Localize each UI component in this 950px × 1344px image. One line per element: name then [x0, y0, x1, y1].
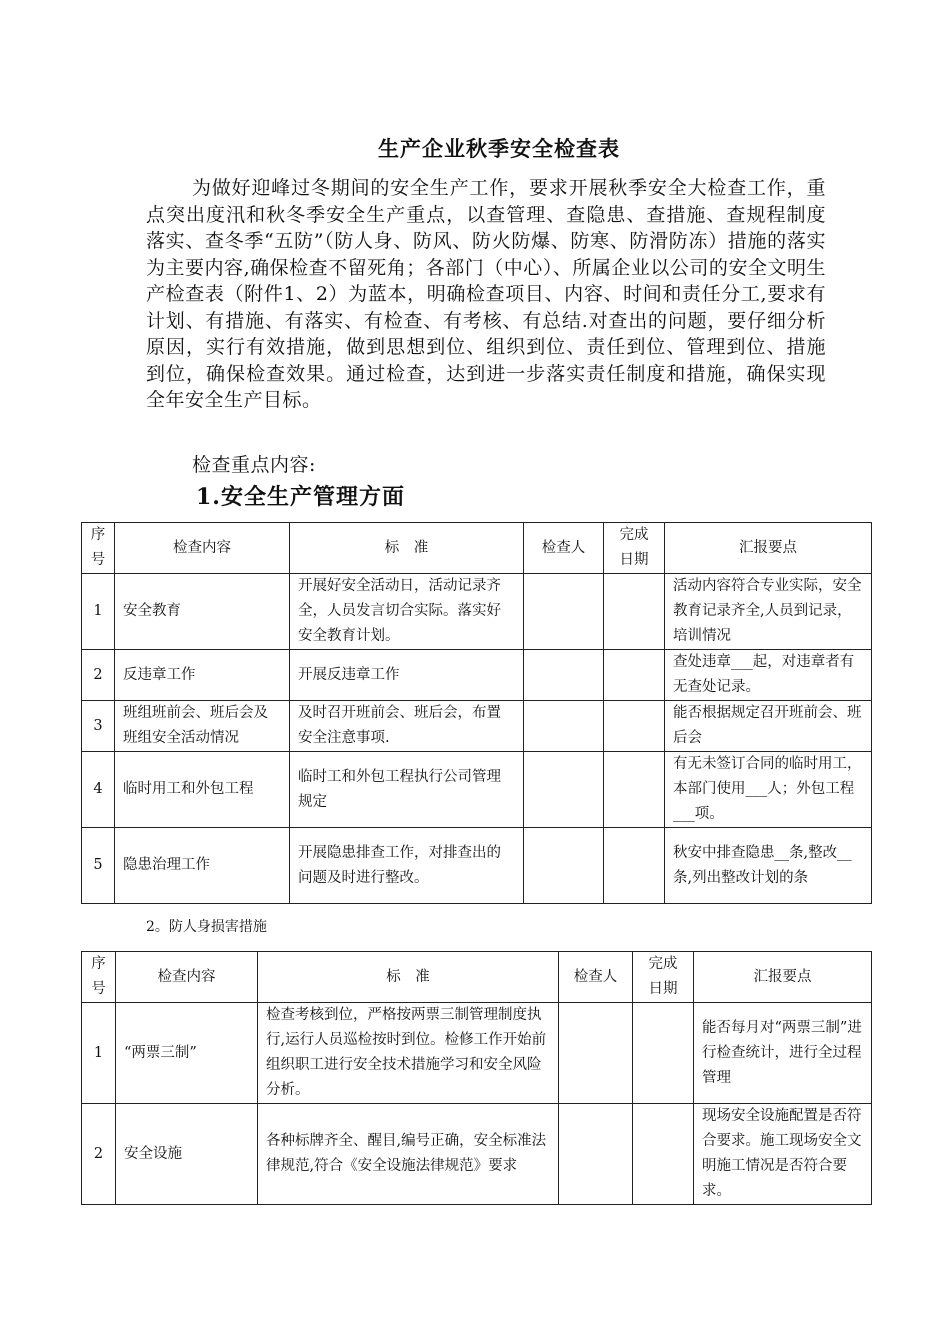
table-header-row — [82, 952, 872, 1003]
check-standard: 各种标牌齐全、醒目,编号正确，安全标准法律规范,符合《安全设施法律规范》要求 — [258, 1104, 559, 1205]
row-number: 1 — [82, 1003, 116, 1104]
check-item: 安全设施 — [116, 1104, 258, 1205]
inspector-cell — [524, 701, 604, 752]
report-points: 现场安全设施配置是否符合要求。施工现场安全文明施工情况是否符合要求。 — [694, 1104, 872, 1205]
row-number: 2 — [82, 650, 115, 701]
completion-date-cell — [604, 574, 665, 650]
row-number: 5 — [82, 828, 115, 904]
check-item: “两票三制” — [116, 1003, 258, 1104]
column-header: 标 准 — [258, 952, 559, 1003]
column-header: 序号 — [82, 952, 116, 1003]
table-row — [82, 828, 872, 904]
check-standard: 检查考核到位，严格按两票三制管理制度执行,运行人员巡检按时到位。检修工作开始前组织职工进行安全技术措施学习和安全风险分析。 — [258, 1003, 559, 1104]
completion-date-cell — [604, 650, 665, 701]
check-item: 班组班前会、班后会及班组安全活动情况 — [115, 701, 290, 752]
page-title: 生产企业秋季安全检查表 — [378, 136, 620, 161]
column-header: 检查内容 — [116, 952, 258, 1003]
table-row — [82, 574, 872, 650]
check-standard: 及时召开班前会、班后会，布置安全注意事项. — [290, 701, 524, 752]
key-content-label: 检查重点内容: — [192, 454, 316, 476]
column-header: 检查人 — [524, 523, 604, 574]
inspector-cell — [524, 650, 604, 701]
column-header: 完成日期 — [633, 952, 694, 1003]
inspector-cell — [559, 1003, 633, 1104]
check-standard: 开展好安全活动日，活动记录齐全，人员发言切合实际。落实好安全教育计划。 — [290, 574, 524, 650]
completion-date-cell — [604, 752, 665, 828]
inspector-cell — [559, 1104, 633, 1205]
personal-injury-table — [81, 951, 872, 1205]
table-row — [82, 650, 872, 701]
table-row — [82, 1104, 872, 1205]
column-header: 汇报要点 — [665, 523, 872, 574]
table-header-row — [82, 523, 872, 574]
row-number: 4 — [82, 752, 115, 828]
column-header: 检查内容 — [115, 523, 290, 574]
completion-date-cell — [604, 701, 665, 752]
row-number: 2 — [82, 1104, 116, 1205]
report-points: 查处违章___起，对违章者有无查处记录。 — [665, 650, 872, 701]
completion-date-cell — [633, 1003, 694, 1104]
report-points: 能否根据规定召开班前会、班后会 — [665, 701, 872, 752]
report-points: 秋安中排查隐患__条,整改__条,列出整改计划的条 — [665, 828, 872, 904]
check-item: 临时用工和外包工程 — [115, 752, 290, 828]
report-points: 活动内容符合专业实际，安全教育记录齐全,人员到记录，培训情况 — [665, 574, 872, 650]
inspector-cell — [524, 752, 604, 828]
column-header: 完成日期 — [604, 523, 665, 574]
column-header: 汇报要点 — [694, 952, 872, 1003]
table-row — [82, 701, 872, 752]
inspector-cell — [524, 828, 604, 904]
report-points: 能否每月对“两票三制”进行检查统计，进行全过程管理 — [694, 1003, 872, 1104]
intro-paragraph: 为做好迎峰过冬期间的安全生产工作，要求开展秋季安全大检查工作，重点突出度汛和秋冬季安全生产重点，以查管理、查隐患、查措施、查规程制度落实、查冬季“五防”（防人身、防风、防火防爆、防寒、防滑防冻）措施的落实为主要内容,确保检查不留死角；各部门（中心）、所属企业以公司的安全文明生产检查表（附件1、2）为蓝本，明确检查项目、内容、时间和责任分工,要求有计划、有措施、有落实、有检查、有考核、有总结.对查出的问题，要仔细分析原因，实行有效措施，做到思想到位、组织到位、责任到位、管理到位、措施到位，确保检查效果。通过检查，达到进一步落实责任制度和措施，确保实现全年安全生产目标。 — [146, 177, 826, 411]
column-header: 序号 — [82, 523, 115, 574]
table-row — [82, 752, 872, 828]
check-item: 隐患治理工作 — [115, 828, 290, 904]
check-standard: 临时工和外包工程执行公司管理规定 — [290, 752, 524, 828]
completion-date-cell — [604, 828, 665, 904]
row-number: 3 — [82, 701, 115, 752]
report-points: 有无未签订合同的临时用工，本部门使用___人；外包工程 ___项。 — [665, 752, 872, 828]
inspector-cell — [524, 574, 604, 650]
check-item: 反违章工作 — [115, 650, 290, 701]
section1-heading: 1.安全生产管理方面 — [196, 484, 405, 510]
row-number: 1 — [82, 574, 115, 650]
table-row — [82, 1003, 872, 1104]
safety-management-table — [81, 522, 872, 904]
check-standard: 开展反违章工作 — [290, 650, 524, 701]
column-header: 检查人 — [559, 952, 633, 1003]
section2-heading: 2。防人身损害措施 — [146, 919, 267, 935]
completion-date-cell — [633, 1104, 694, 1205]
check-standard: 开展隐患排查工作，对排查出的问题及时进行整改。 — [290, 828, 524, 904]
check-item: 安全教育 — [115, 574, 290, 650]
column-header: 标 准 — [290, 523, 524, 574]
